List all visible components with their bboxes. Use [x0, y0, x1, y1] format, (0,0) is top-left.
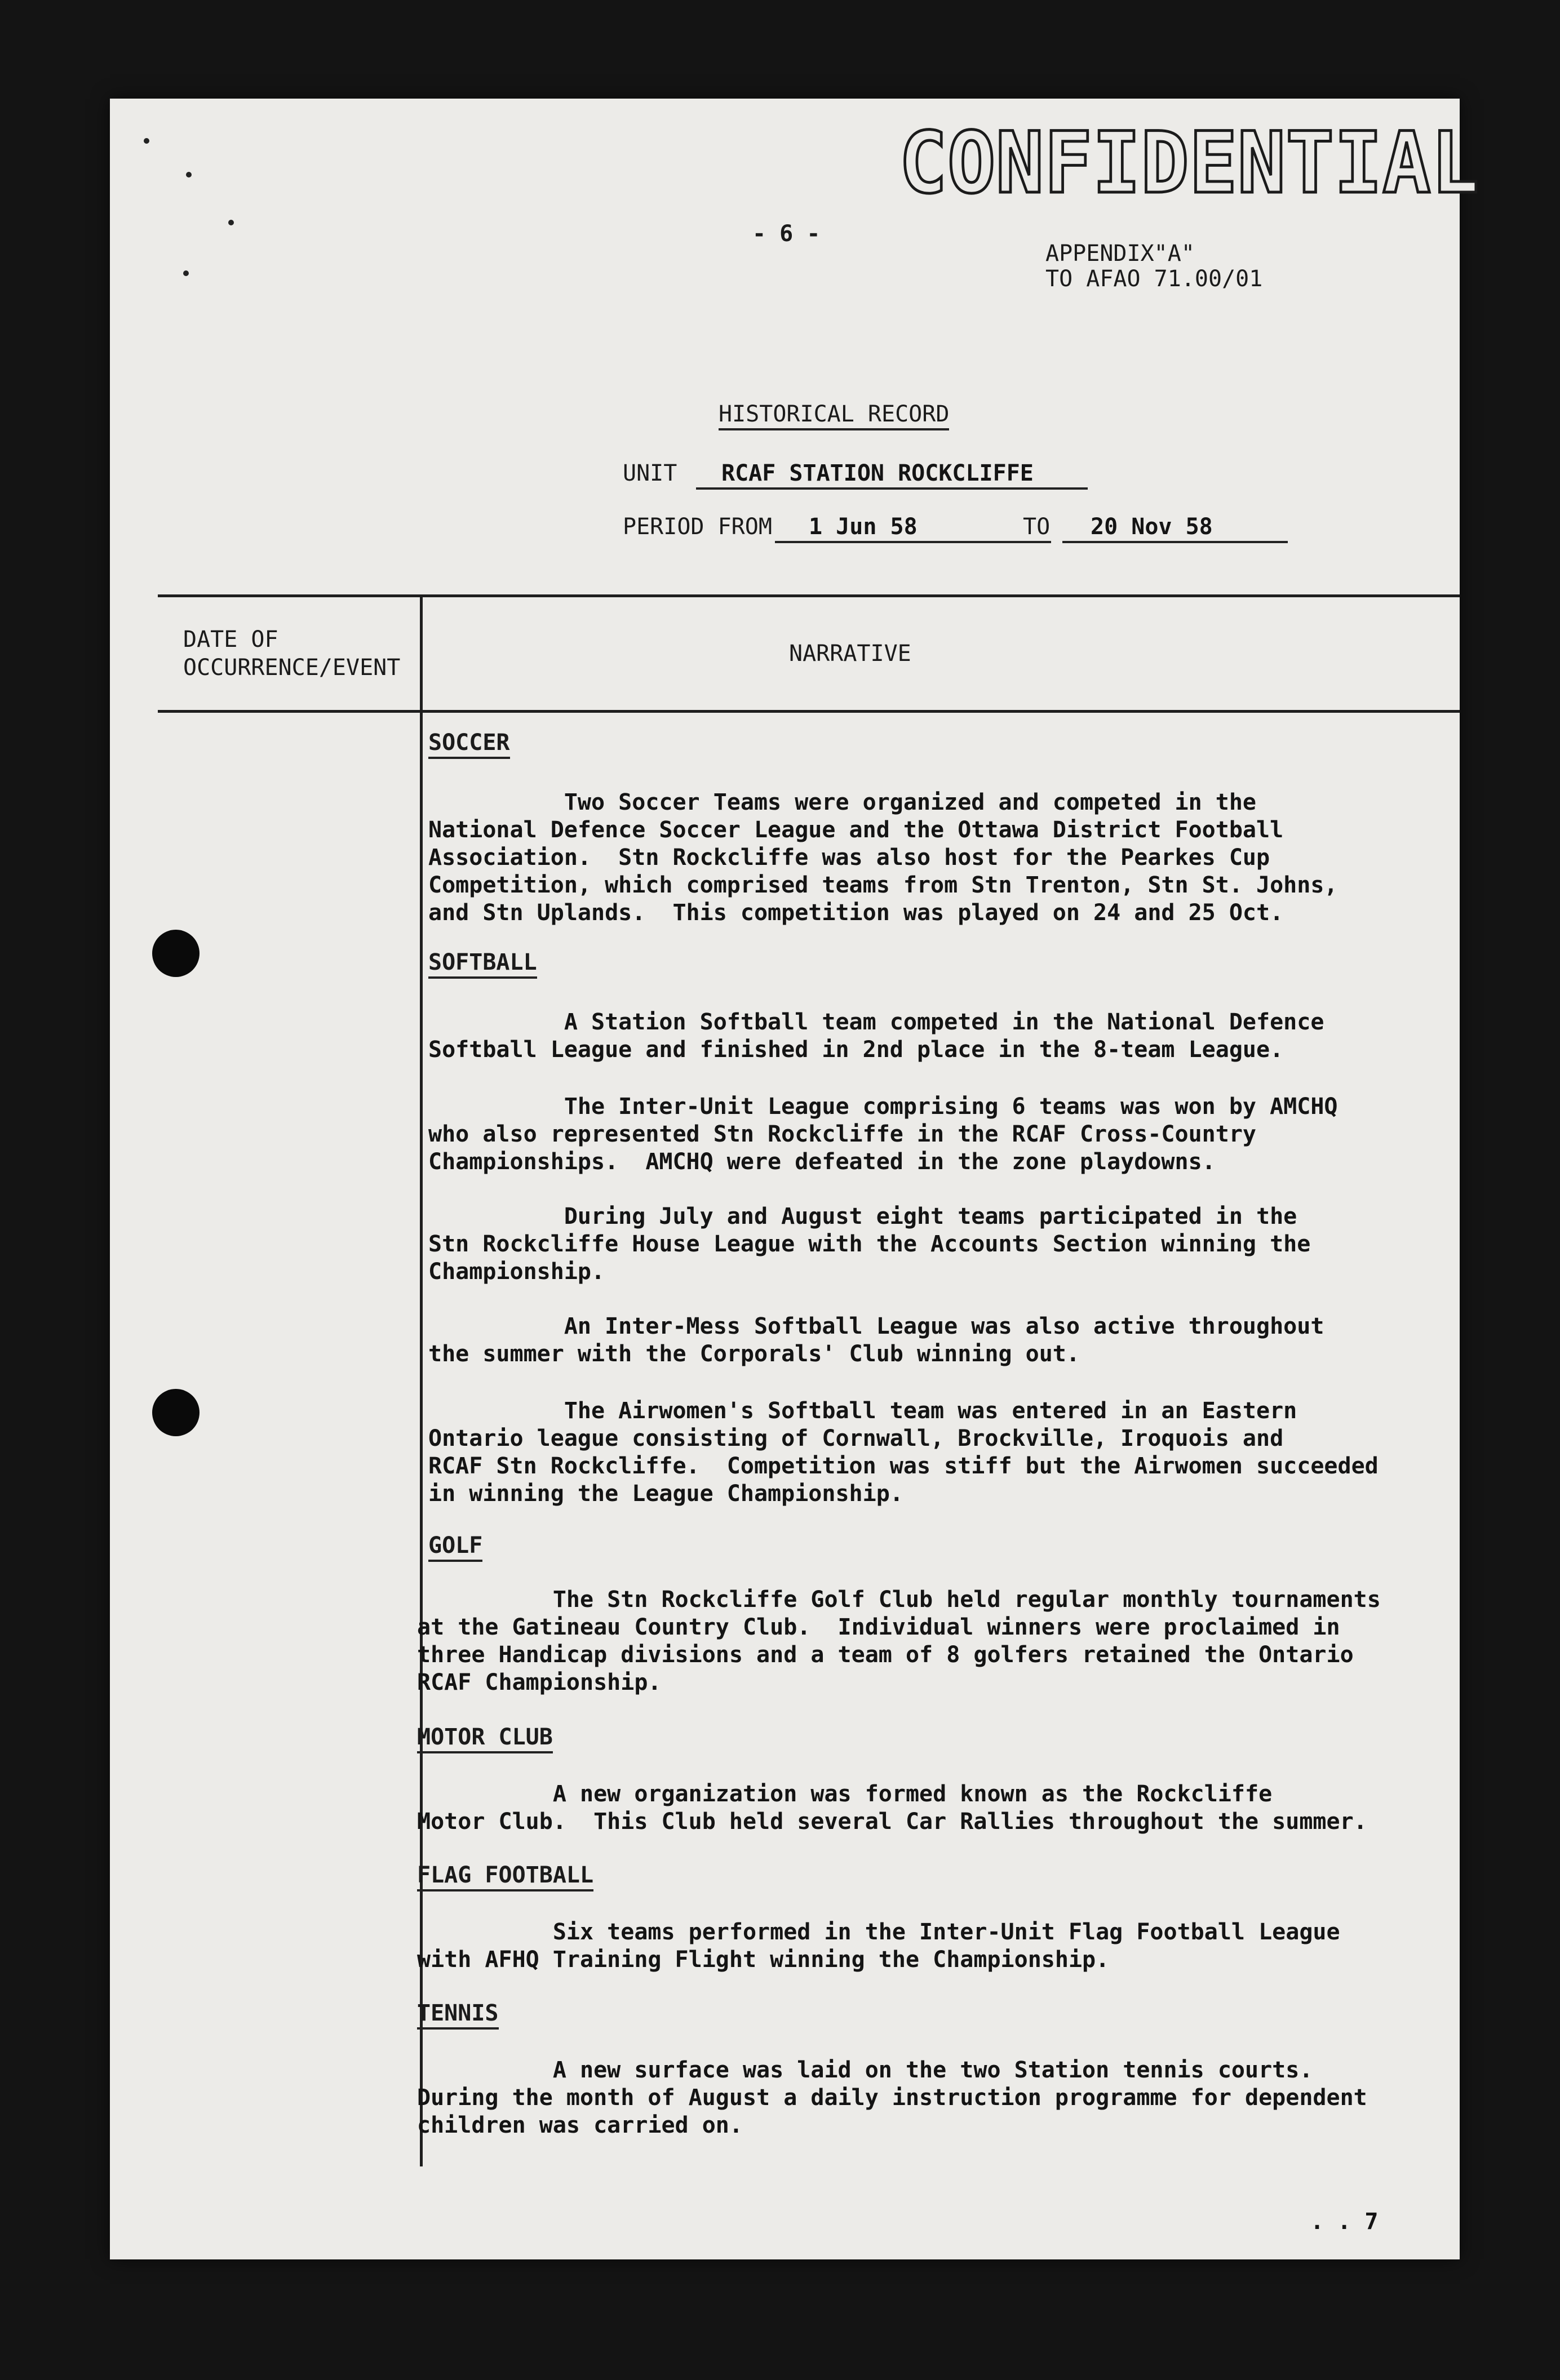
paragraph	[417, 1586, 1381, 1697]
paragraph	[417, 1919, 1340, 1974]
text-line: at the Gatineau Country Club. Individual winners were proclaimed in	[417, 1614, 1340, 1640]
text-line: National Defence Soccer League and the Ottawa District Football	[428, 817, 1284, 843]
text-line: Competition, which comprised teams from Stn Trenton, Stn St. Johns,	[428, 872, 1338, 898]
column-date-header-line-1: DATE OF	[183, 627, 278, 652]
table-header-rule	[158, 710, 1460, 713]
text-line: A Station Softball team competed in the National Defence	[428, 1009, 1324, 1035]
text-line: three Handicap divisions and a team of 8 golfers retained the Ontario	[417, 1642, 1354, 1668]
text-line: in winning the League Championship.	[428, 1481, 903, 1507]
page-number: - 6 -	[752, 221, 821, 247]
record-title: HISTORICAL RECORD	[719, 400, 949, 430]
text-line: Two Soccer Teams were organized and competed in the	[428, 789, 1257, 815]
punch-hole	[152, 930, 200, 977]
appendix-line-2: TO AFAO 71.00/01	[1045, 266, 1263, 292]
text-line: the summer with the Corporals' Club winning out.	[428, 1341, 1080, 1367]
period-to-label: TO	[1023, 514, 1051, 540]
text-line: Stn Rockcliffe House League with the Accounts Section winning the	[428, 1231, 1311, 1257]
period-from-label: PERIOD FROM	[623, 514, 772, 540]
section-heading-flag-football: FLAG FOOTBALL	[417, 1862, 593, 1891]
text-line: Softball League and finished in 2nd place in the 8-team League.	[428, 1037, 1284, 1063]
unit-value: RCAF STATION ROCKCLIFFE	[696, 459, 1088, 490]
section-heading-softball: SOFTBALL	[428, 949, 537, 979]
paragraph	[417, 1780, 1367, 1836]
section-heading-motor-club: MOTOR CLUB	[417, 1724, 553, 1753]
text-line: RCAF Championship.	[417, 1669, 662, 1695]
text-line: children was carried on.	[417, 2112, 743, 2138]
text-line: with AFHQ Training Flight winning the Championship.	[417, 1947, 1110, 1973]
text-line: An Inter-Mess Softball League was also active throughout	[428, 1313, 1324, 1339]
period-to-value: 20 Nov 58	[1062, 513, 1288, 543]
text-line: Ontario league consisting of Cornwall, Brockville, Iroquois and	[428, 1426, 1284, 1451]
text-line: Championships. AMCHQ were defeated in the zone playdowns.	[428, 1149, 1216, 1175]
unit-label: UNIT	[623, 460, 677, 486]
text-line: Association. Stn Rockcliffe was also host for the Pearkes Cup	[428, 845, 1270, 871]
text-line: A new organization was formed known as the Rockcliffe	[417, 1781, 1273, 1807]
section-heading-tennis: TENNIS	[417, 2000, 499, 2030]
document-page	[110, 99, 1479, 2259]
section-heading-golf: GOLF	[428, 1533, 482, 1562]
paragraph	[428, 1397, 1379, 1508]
text-line: The Inter-Unit League comprising 6 teams was won by AMCHQ	[428, 1094, 1338, 1120]
text-line: The Stn Rockcliffe Golf Club held regular monthly tournaments	[417, 1587, 1381, 1613]
paragraph	[428, 1203, 1310, 1286]
text-line: RCAF Stn Rockcliffe. Competition was stiff but the Airwomen succeeded	[428, 1453, 1379, 1479]
paragraph	[428, 1009, 1324, 1064]
paragraph	[428, 1313, 1324, 1368]
scan-speck	[183, 270, 189, 276]
paragraph	[417, 2057, 1367, 2139]
text-line: who also represented Stn Rockcliffe in the RCAF Cross-Country	[428, 1121, 1257, 1147]
scan-speck	[144, 138, 149, 144]
punch-hole	[152, 1389, 200, 1436]
column-date-header-line-2: OCCURRENCE/EVENT	[183, 655, 401, 681]
text-line: Six teams performed in the Inter-Unit Flag Football League	[417, 1919, 1340, 1945]
text-line: During the month of August a daily instruction programme for dependent	[417, 2085, 1367, 2111]
column-narrative-header: NARRATIVE	[789, 641, 911, 667]
scan-speck	[228, 220, 234, 225]
appendix-line-1: APPENDIX"A"	[1045, 241, 1195, 267]
continuation-marker: . . 7	[1310, 2209, 1379, 2235]
table-top-rule	[158, 594, 1460, 597]
text-line: Championship.	[428, 1259, 605, 1285]
scan-speck	[186, 172, 192, 177]
paragraph	[428, 1093, 1338, 1176]
text-line: During July and August eight teams participated in the	[428, 1204, 1297, 1229]
text-line: The Airwomen's Softball team was entered in an Eastern	[428, 1398, 1297, 1424]
text-line: and Stn Uplands. This competition was played on 24 and 25 Oct.	[428, 900, 1284, 926]
text-line: A new surface was laid on the two Station tennis courts.	[417, 2057, 1313, 2083]
period-from-value: 1 Jun 58	[775, 513, 1051, 543]
section-heading-soccer: SOCCER	[428, 730, 510, 759]
paragraph	[428, 789, 1338, 927]
confidential-stamp: CONFIDENTIAL	[899, 114, 1479, 212]
text-line: Motor Club. This Club held several Car Rallies throughout the summer.	[417, 1809, 1367, 1835]
